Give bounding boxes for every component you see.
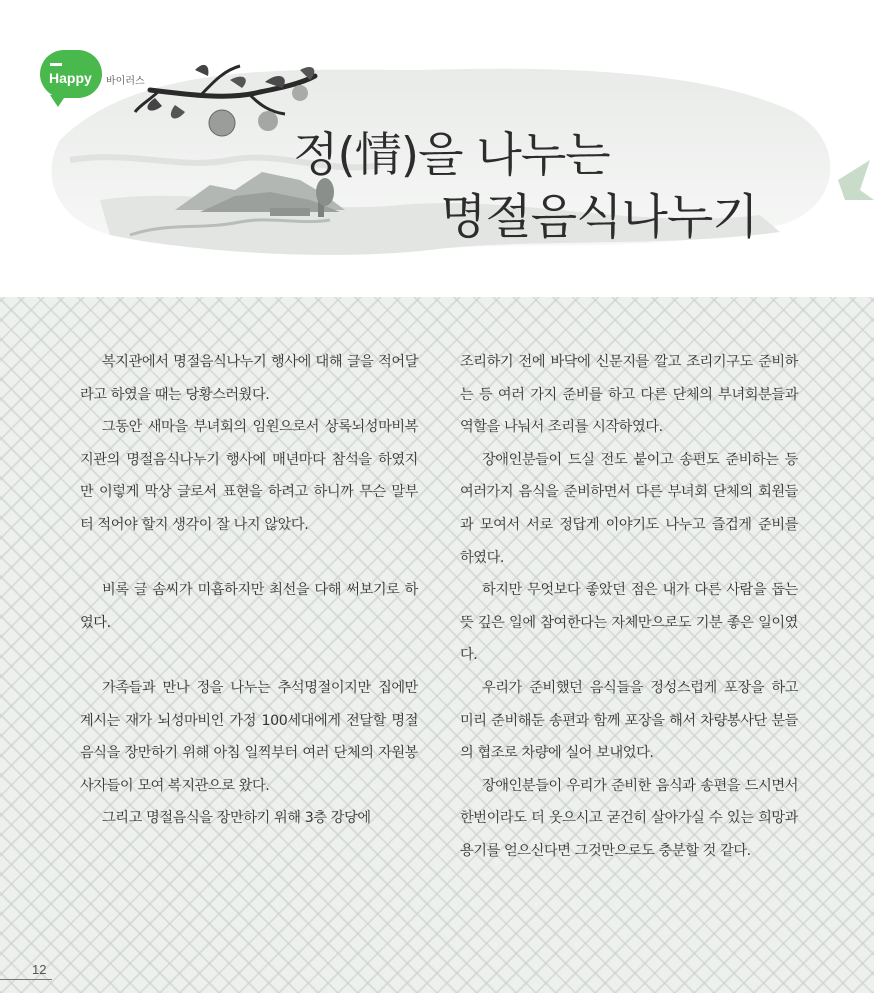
paragraph: 가족들과 만나 정을 나누는 추석명절이지만 집에만 계시는 재가 뇌성마비인 가정 100세대에게 전달할 명절음식을 장만하기 위해 아침 일찍부터 여러 단체의 자원봉사자들이 모여 복지관으로 왔다.	[80, 679, 418, 794]
happy-badge	[40, 50, 102, 98]
paragraph: 우리가 준비했던 음식들을 정성스럽게 포장을 하고 미리 준비해둔 송편과 함께 포장을 해서 차량봉사단 분들의 협조로 차량에 실어 보내었다.	[460, 679, 798, 762]
title-line-1: 정(情)을 나누는	[293, 128, 610, 183]
right-column	[460, 346, 798, 868]
paragraph: 그동안 새마을 부녀회의 임원으로서 상록뇌성마비복지관의 명절음식나누기 행사에 매년마다 참석을 하였지만 이렇게 막상 글로서 표현을 하려고 하니까 무슨 말부터 적어야 할지 생각이 잘 나지 않았다.	[80, 419, 418, 533]
paragraph: 조리하기 전에 바닥에 신문지를 깔고 조리기구도 준비하는 등 여러 가지 준비를 하고 다른 단체의 부녀회분들과 역할을 나눠서 조리를 시작하였다.	[460, 354, 798, 436]
badge-dash	[50, 63, 62, 66]
badge-subtitle: 바이러스	[106, 76, 145, 87]
title-line-2: 명절음식나누기	[440, 189, 758, 245]
badge-label: Happy	[49, 70, 92, 86]
page-number: 12	[32, 962, 47, 977]
paragraph: 그리고 명절음식을 장만하기 위해 3층 강당에	[102, 810, 371, 827]
page-number-rule	[0, 979, 52, 980]
paragraph: 하지만 무엇보다 좋았던 점은 내가 다른 사람을 돕는 뜻 깊은 일에 참여한다는 자체만으로도 기분 좋은 일이였다.	[460, 582, 798, 664]
paragraph: 장애인분들이 드실 전도 붙이고 송편도 준비하는 등 여러가지 음식을 준비하면서 다른 부녀회 단체의 회원들과 모여서 서로 정답게 이야기도 나누고 즐겁게 준비를 하였다.	[460, 451, 798, 566]
left-column	[80, 346, 418, 835]
header-illustration	[0, 0, 874, 297]
paragraph: 복지관에서 명절음식나누기 행사에 대해 글을 적어달라고 하였을 때는 당황스러웠다.	[80, 354, 418, 403]
paragraph-gap	[80, 639, 418, 672]
paragraph: 장애인분들이 우리가 준비한 음식과 송편을 드시면서 한번이라도 더 웃으시고 굳건히 살아가실 수 있는 희망과 용기를 얻으신다면 그것만으로도 충분할 것 같다.	[460, 777, 798, 859]
paragraph: 비록 글 솜씨가 미흡하지만 최선을 다해 써보기로 하였다.	[80, 582, 418, 631]
paragraph-gap	[80, 542, 418, 575]
